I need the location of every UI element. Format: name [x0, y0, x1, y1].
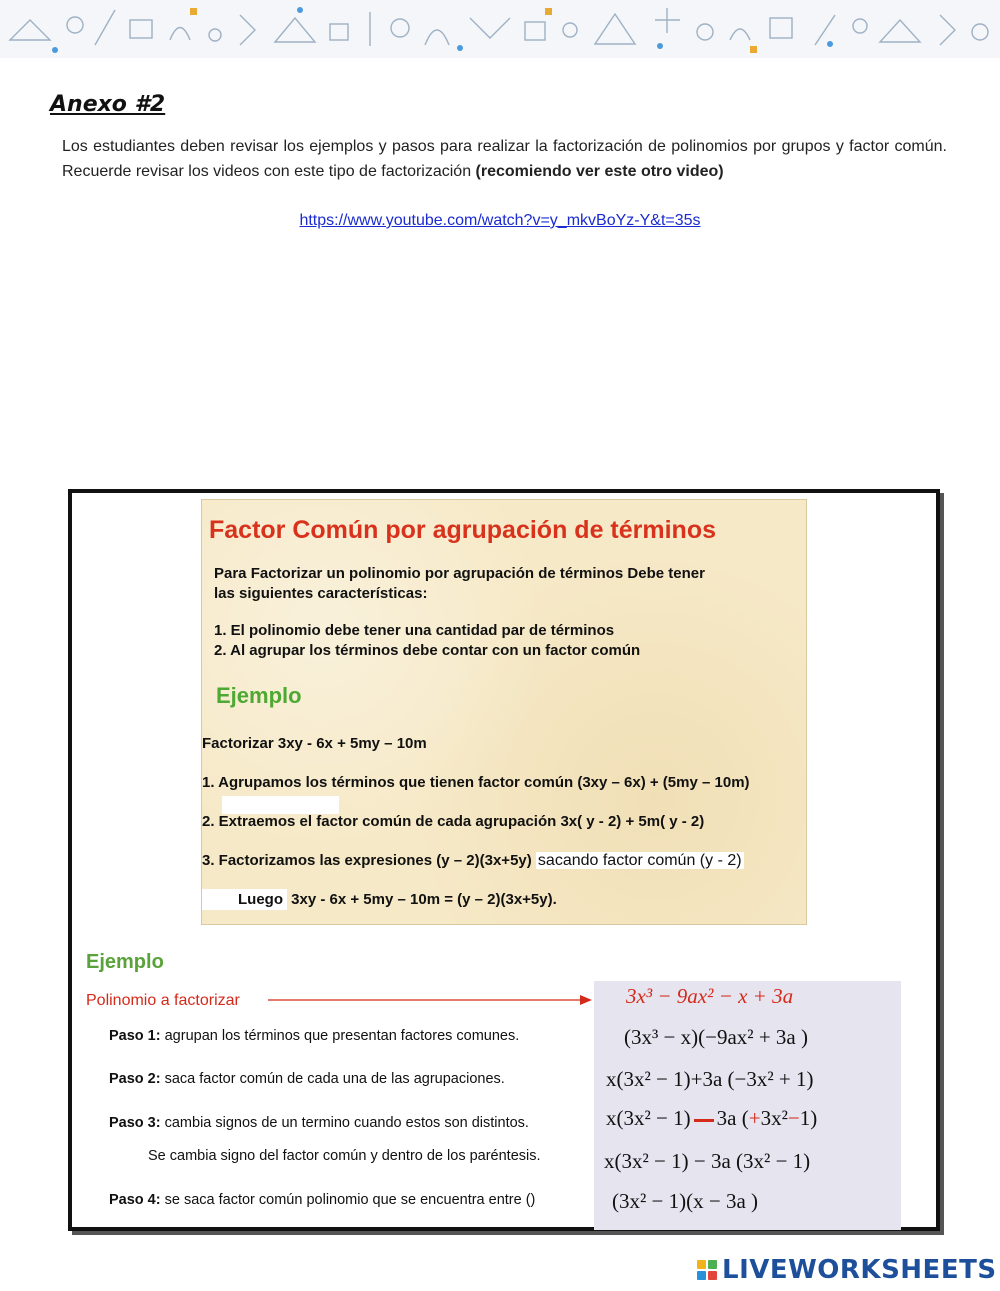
doodle-pattern-icon: [0, 0, 1000, 58]
math-red-sign: −: [787, 1106, 800, 1130]
slide-step-2: 2. Extraemos el factor común de cada agrupación 3x( y - 2) + 5m( y - 2): [202, 813, 705, 830]
step-1: [109, 1028, 519, 1044]
step-3-note: [148, 1148, 541, 1164]
slide-result-word: Luego: [202, 889, 287, 910]
slide-title: Factor Común por agrupación de términos: [209, 516, 716, 544]
slide-example-heading: Ejemplo: [216, 683, 302, 708]
step-3: [109, 1115, 529, 1131]
math-polynomial: 3x³ − 9ax² − x + 3a: [626, 984, 794, 1008]
math-part: x(3x² − 1): [606, 1106, 691, 1130]
step-label: Paso 1:: [109, 1028, 161, 1044]
logo-mark-icon: [697, 1260, 717, 1280]
slide-step-1: 1. Agrupamos los términos que tienen factor común (3xy – 6x) + (5my – 10m): [202, 774, 750, 791]
slide-step-3-text: 3. Factorizamos las expresiones (y – 2)(3x+5y): [202, 852, 532, 869]
polynomial-label: Polinomio a factorizar: [86, 992, 240, 1009]
decorative-banner: [0, 0, 1000, 58]
math-part: +3a (−3x² + 1): [690, 1067, 814, 1091]
slide-intro-line: Para Factorizar un polinomio por agrupación de términos Debe tener: [214, 565, 705, 582]
math-part: 1): [799, 1106, 818, 1130]
intro-text: Los estudiantes deben revisar los ejemplos y pasos para realizar la factorización de polinomios por grupos y factor común. Recuerde revisar los videos con este tipo de factorización: [62, 138, 947, 180]
red-minus-mark: [694, 1119, 714, 1122]
math-step-3b: x(3x² − 1) − 3a (3x² − 1): [604, 1149, 811, 1173]
step-4: [109, 1192, 535, 1208]
slide-intro: [214, 564, 784, 604]
annex-title: Anexo #2: [50, 92, 166, 117]
step-2: [109, 1071, 505, 1087]
intro-paragraph: [62, 134, 947, 184]
white-patch: [222, 796, 339, 814]
math-part: x(3x² − 1): [606, 1067, 691, 1091]
step-text: Se cambia signo del factor común y dentro de los paréntesis.: [148, 1148, 541, 1164]
slide-step-3-tail: sacando factor común (y - 2): [537, 852, 742, 869]
step-text: agrupan los términos que presentan factores comunes.: [160, 1028, 520, 1044]
slide-rule-2: 2. Al agrupar los términos debe contar con un factor común: [214, 642, 641, 659]
math-step-3: [606, 1106, 817, 1131]
logo-text: LIVEWORKSHEETS: [722, 1255, 997, 1285]
step-label: Paso 3:: [109, 1115, 161, 1131]
step-label: Paso 2:: [109, 1071, 161, 1087]
math-part: 3a (: [716, 1106, 749, 1130]
slide-rule-1: 1. El polinomio debe tener una cantidad par de términos: [214, 622, 615, 639]
liveworksheets-logo: [697, 1255, 997, 1285]
step-label: Paso 4:: [109, 1192, 161, 1208]
math-step-4: (3x² − 1)(x − 3a ): [612, 1189, 759, 1213]
math-red-sign: +: [748, 1106, 761, 1130]
intro-bold-note: (recomiendo ver este otro video): [475, 163, 724, 180]
step-text: se saca factor común polinomio que se encuentra entre (): [160, 1192, 536, 1208]
slide-image: [201, 499, 807, 925]
slide-intro-line: las siguientes características:: [214, 585, 428, 602]
step-text: cambia signos de un termino cuando estos son distintos.: [160, 1115, 529, 1131]
slide-step-3: [202, 852, 744, 870]
example-heading: Ejemplo: [86, 951, 164, 973]
video-link-row: [0, 212, 1000, 230]
slide-result-text: 3xy - 6x + 5my – 10m = (y – 2)(3x+5y).: [291, 891, 557, 908]
math-step-2: [606, 1067, 814, 1092]
slide-result: [202, 889, 557, 910]
math-step-1: (3x³ − x)(−9ax² + 3a ): [624, 1025, 808, 1049]
slide-problem: Factorizar 3xy - 6x + 5my – 10m: [202, 735, 427, 752]
math-steps-box: [594, 981, 901, 1230]
math-part: 3x²: [760, 1106, 788, 1130]
step-text: saca factor común de cada una de las agrupaciones.: [160, 1071, 505, 1087]
arrow-right-icon: [268, 992, 594, 1008]
video-link[interactable]: https://www.youtube.com/watch?v=y_mkvBoYz-Y&t=35s: [299, 212, 701, 229]
